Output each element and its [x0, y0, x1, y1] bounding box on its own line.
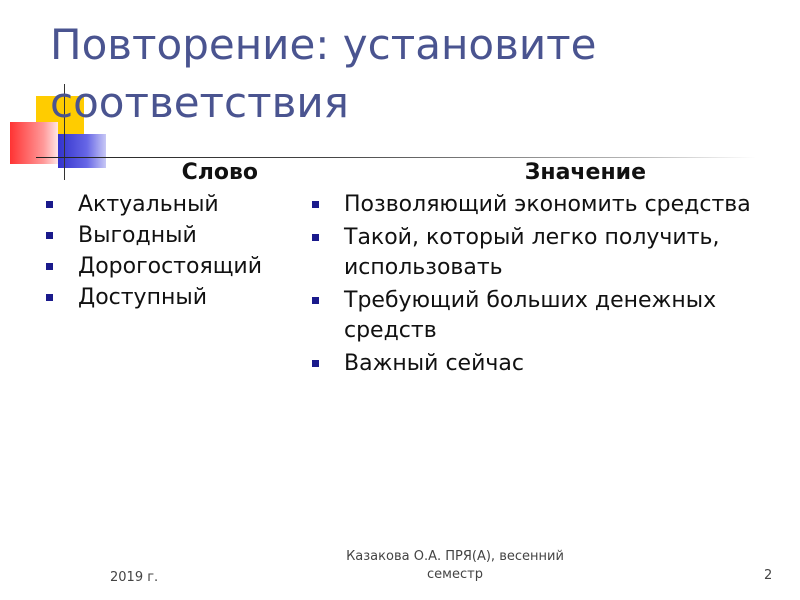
list-item-text: Актуальный — [78, 192, 219, 217]
footer-date: 2019 г. — [110, 570, 159, 585]
square-bullet-icon — [46, 263, 53, 270]
square-bullet-icon — [312, 360, 319, 367]
word-list — [46, 190, 306, 313]
word-column — [46, 158, 306, 314]
list-item — [46, 221, 306, 251]
meaning-list — [312, 190, 782, 379]
list-item-text: Выгодный — [78, 223, 197, 248]
list-item-text: Дорогостоящий — [78, 254, 263, 279]
meaning-column — [312, 158, 782, 382]
square-bullet-icon — [46, 294, 53, 301]
slide-title: Повторение: установите соответствия — [50, 20, 597, 127]
list-item-text: Позволяющий экономить средства — [344, 192, 751, 217]
list-item — [312, 223, 782, 283]
list-item — [46, 252, 306, 282]
list-item — [312, 190, 782, 220]
list-item-text: Важный сейчас — [344, 351, 524, 376]
footer-author: Казакова О.А. ПРЯ(А), весенний семестр — [346, 549, 564, 582]
list-item-text: Доступный — [78, 285, 208, 310]
word-column-heading: Слово — [181, 160, 258, 185]
list-item — [46, 190, 306, 220]
square-bullet-icon — [46, 232, 53, 239]
square-bullet-icon — [46, 201, 53, 208]
meaning-column-heading: Значение — [524, 160, 646, 185]
square-bullet-icon — [312, 234, 319, 241]
list-item — [312, 349, 782, 379]
square-bullet-icon — [312, 201, 319, 208]
square-bullet-icon — [312, 297, 319, 304]
list-item — [46, 283, 306, 313]
list-item-text: Требующий больших денежных средств — [344, 288, 717, 343]
page-number: 2 — [764, 568, 773, 583]
list-item — [312, 286, 782, 346]
list-item-text: Такой, который легко получить, использовать — [344, 225, 720, 280]
